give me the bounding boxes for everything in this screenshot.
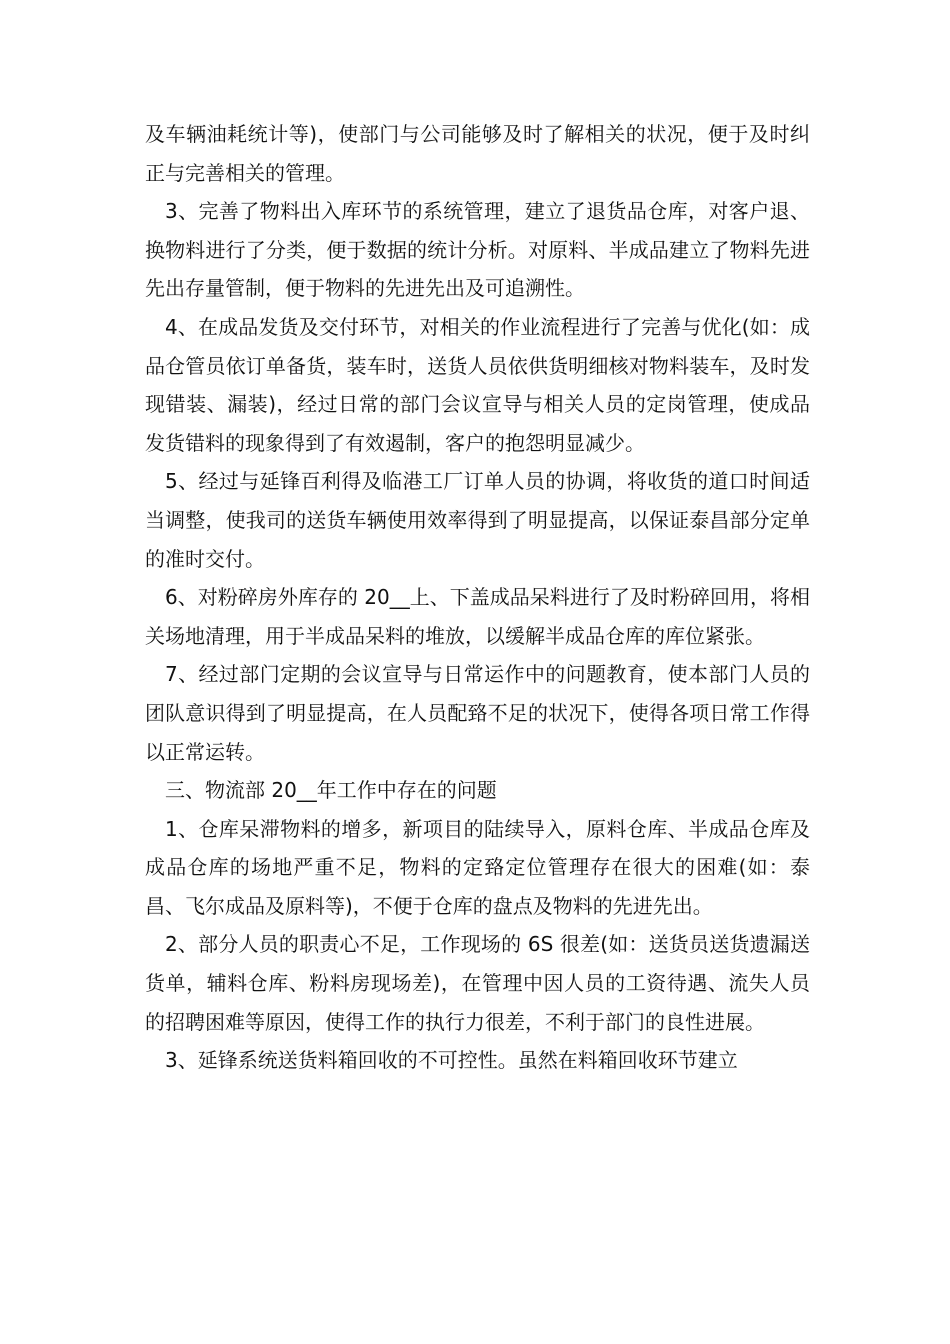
- paragraph-item-7: 7、经过部门定期的会议宣导与日常运作中的问题教育，使本部门人员的团队意识得到了明显提高，在人员配臵不足的状况下，使得各项日常工作得以正常运转。: [145, 662, 810, 764]
- paragraph-problem-2: 2、部分人员的职责心不足，工作现场的 6S 很差(如：送货员送货遗漏送货单，辅料仓库、粉料房现场差)，在管理中因人员的工资待遇、流失人员的招聘困难等原因，使得工作的执行力很差，不利于部门的良性进展。: [145, 932, 810, 1034]
- section-heading: 三、物流部 20__年工作中存在的问题: [165, 778, 497, 803]
- paragraph-item-3: 3、完善了物料出入库环节的系统管理，建立了退货品仓库，对客户退、换物料进行了分类，便于数据的统计分析。对原料、半成品建立了物料先进先出存量管制，便于物料的先进先出及可追溯性。: [145, 199, 810, 301]
- paragraph-continuation: 及车辆油耗统计等)，使部门与公司能够及时了解相关的状况，便于及时纠正与完善相关的管理。: [145, 122, 810, 185]
- paragraph-problem-1: 1、仓库呆滞物料的增多，新项目的陆续导入，原料仓库、半成品仓库及成品仓库的场地严重不足，物料的定臵定位管理存在很大的困难(如：泰昌、飞尔成品及原料等)，不便于仓库的盘点及物料的先进先出。: [145, 816, 810, 918]
- paragraph-item-6: 6、对粉碎房外库存的 20__上、下盖成品呆料进行了及时粉碎回用，将相关场地清理，用于半成品呆料的堆放，以缓解半成品仓库的库位紧张。: [145, 585, 810, 648]
- paragraph-problem-3: 3、延锋系统送货料箱回收的不可控性。虽然在料箱回收环节建立: [165, 1048, 738, 1073]
- paragraph-item-5: 5、经过与延锋百利得及临港工厂订单人员的协调，将收货的道口时间适当调整，使我司的送货车辆使用效率得到了明显提高，以保证泰昌部分定单的准时交付。: [145, 469, 810, 571]
- document-page: [145, 115, 810, 1080]
- paragraph-item-4: 4、在成品发货及交付环节，对相关的作业流程进行了完善与优化(如：成品仓管员依订单备货，装车时，送货人员依供货明细核对物料装车，及时发现错装、漏装)，经过日常的部门会议宣导与相关人员的定岗管理，使成品发货错料的现象得到了有效遏制，客户的抱怨明显减少。: [145, 314, 810, 455]
